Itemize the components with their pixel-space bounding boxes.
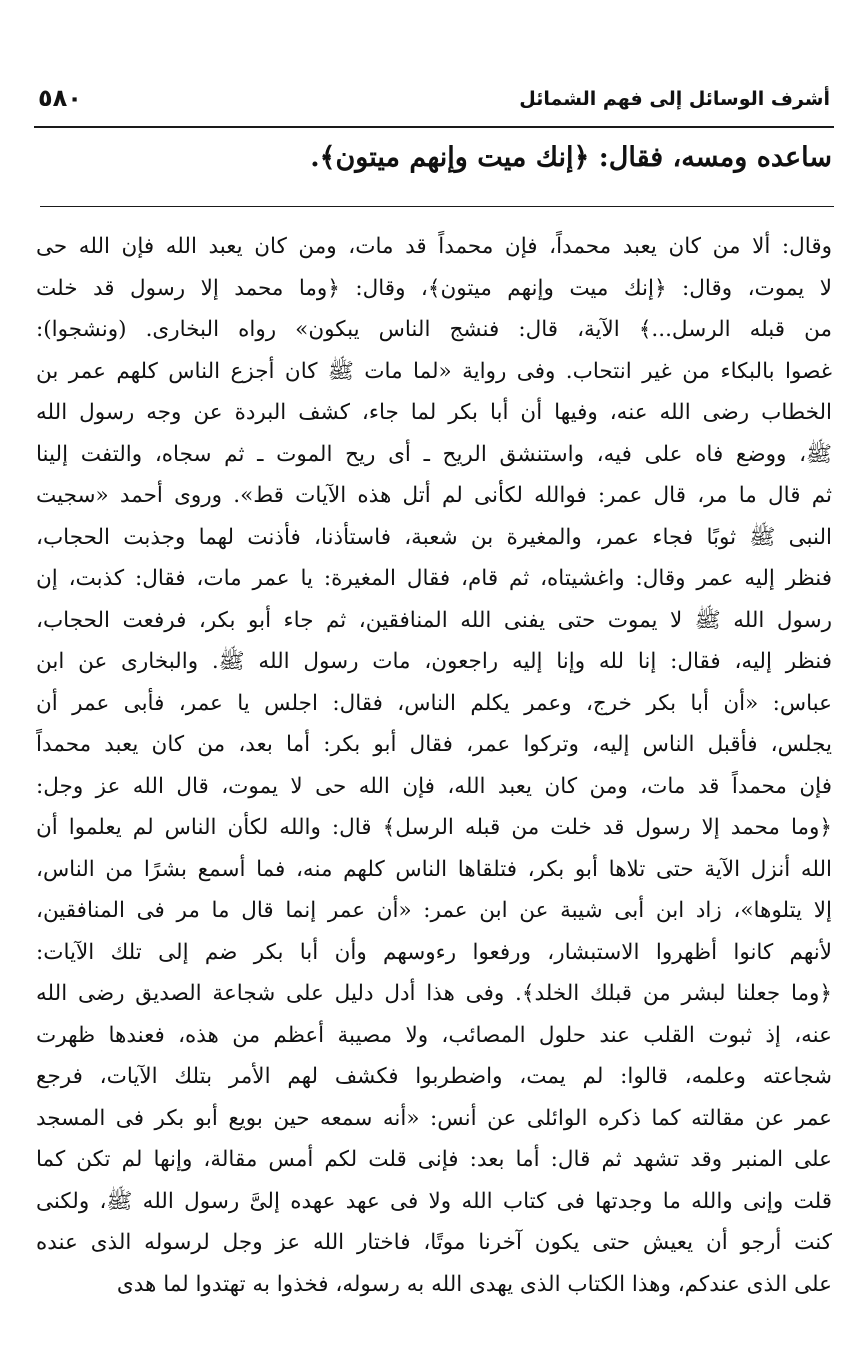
matn-text: ساعده ومسه، فقال: ﴿إنك ميت وإنهم ميتون﴾. [310, 142, 832, 173]
text-line: ﷺ، ووضع فاه على فيه، واستنشق الريح ـ أى ريح الموت ـ ثم سجاه، والتفت إلينا [36, 441, 832, 467]
commentary-text [36, 226, 832, 1305]
page-number: ٥٨٠ [38, 84, 82, 112]
text-line: فنظر إليه عمر وقال: واغشيتاه، ثم قام، فقال المغيرة: يا عمر مات، فقال: كذبت، إن [36, 566, 832, 591]
text-line: ﴿وما جعلنا لبشر من قبلك الخلد﴾. وفى هذا أدل دليل على شجاعة الصديق رضى الله [36, 981, 832, 1006]
text-line: على الذى عندكم، وهذا الكتاب الذى يهدى الله به رسوله، فخذوا به تهتدوا لما هدى [116, 1271, 832, 1297]
text-line: فإن محمداً قد مات، ومن كان يعبد الله، فإن الله حى لا يموت، قال الله عز وجل: [36, 773, 832, 799]
text-line: الله أنزل الآية حتى تلاها أبو بكر، فتلقاها الناس كلهم منه، فما أسمع بشرًا من الناس، [36, 856, 832, 882]
text-line: وقال: ألا من كان يعبد محمداً، فإن محمداً قد مات، ومن كان يعبد الله فإن الله حى [36, 234, 832, 259]
divider-rule [40, 206, 834, 207]
text-line: يجلس، فأقبل الناس إليه، وتركوا عمر، فقال أبو بكر: أما بعد، من كان يعبد محمداً [36, 732, 832, 757]
text-line: لا يموت، وقال: ﴿إنك ميت وإنهم ميتون﴾، وقال: ﴿وما محمد إلا رسول قد خلت [36, 275, 832, 301]
text-line: شجاعته وعلمه، قالوا: لم يمت، واضطربوا فكشف لهم الأمر بتلك الآيات، فرجع [36, 1064, 832, 1089]
text-line: عمر عن مقالته كما ذكره الوائلى عن أنس: «أنه سمعه حين بويع أبو بكر فى المسجد [36, 1105, 832, 1131]
text-line: إلا يتلوها»، زاد ابن أبى شيبة عن ابن عمر: «أن عمر إنما قال ما مر فى المنافقين، [36, 898, 832, 923]
text-line: فنظر إليه، فقال: إنا لله وإنا إليه راجعون، مات رسول الله ﷺ. والبخارى عن ابن [36, 649, 832, 674]
text-line: كنت أرجو أن يعيش حتى يكون آخرنا موتًا، فاختار الله عز وجل لرسوله الذى عنده [36, 1230, 832, 1255]
text-line: لأنهم كانوا أظهروا الاستبشار، ورفعوا رءوسهم وأن أبا بكر ضم إلى تلك الآيات: [36, 939, 832, 965]
text-line: عنه، إذ ثبوت القلب عند حلول المصائب، ولا مصيبة أعظم من هذه، فعندها ظهرت [36, 1022, 832, 1048]
text-line: الخطاب رضى الله عنه، وفيها أن أبا بكر لما جاء، كشف البردة عن وجه رسول الله [36, 400, 832, 425]
text-line: من قبله الرسل...﴾ الآية، قال: فنشج الناس يبكون» رواه البخارى. (ونشجوا): [36, 317, 832, 342]
text-line: النبى ﷺ ثوبًا فجاء عمر، والمغيرة بن شعبة، فاستأذنا، فأذنت لهما وجذبت الحجاب، [36, 524, 832, 550]
text-line: رسول الله ﷺ لا يموت حتى يفنى الله المنافقين، ثم جاء أبو بكر، فرفعت الحجاب، [36, 607, 832, 633]
text-line: ثم قال ما مر، قال عمر: فوالله لكأنى لم أتل هذه الآيات قط». وروى أحمد «سجيت [36, 483, 832, 508]
text-line: عباس: «أن أبا بكر خرج، وعمر يكلم الناس، فقال: اجلس يا عمر، فأبى عمر أن [36, 690, 832, 716]
text-line: على المنبر وقد تشهد ثم قال: أما بعد: فإنى قلت لكم أمس مقالة، وإنها لم تكن كما [36, 1147, 832, 1172]
book-title: أشرف الوسائل إلى فهم الشمائل [519, 88, 830, 110]
running-header [34, 82, 834, 128]
text-line: غصوا بالبكاء من غير انتحاب. وفى رواية «لما مات ﷺ كان أجزع الناس كلهم عمر بن [36, 358, 832, 384]
text-line: ﴿وما محمد إلا رسول قد خلت من قبله الرسل﴾ قال: والله لكأن الناس لم يعلموا أن [36, 815, 832, 840]
text-line: قلت وإنى والله ما وجدتها فى كتاب الله ولا فى عهد عهده إلىَّ رسول الله ﷺ، ولكنى [36, 1188, 832, 1214]
